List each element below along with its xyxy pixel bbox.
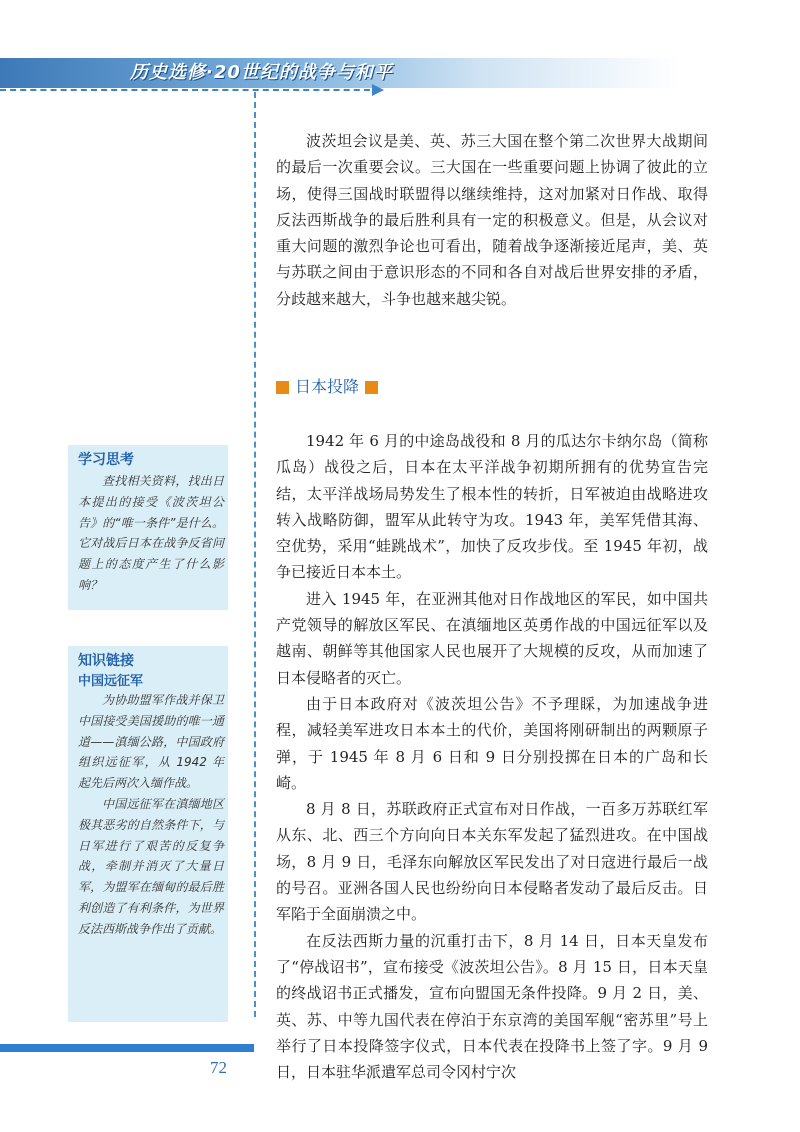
sidebar-paragraph: 查找相关资料，找出日本提出的接受《波茨坦公告》的“唯一条件”是什么。它对战后日本在战争反省问题上的态度产生了什么影响？ bbox=[78, 474, 224, 592]
intro-text bbox=[276, 128, 708, 312]
column-divider bbox=[254, 92, 256, 1017]
paragraph: 8 月 8 日，苏联政府正式宣布对日作战，一百多万苏联红军从东、北、西三个方向向日本关东军发起了猛烈进攻。在中国战场，8 月 9 日，毛泽东向解放区军民发出了对日寇进行最后一战的号召。亚洲各国人民也纷纷向日本侵略者发动了最后反击。日军陷于全面崩溃之中。 bbox=[276, 800, 708, 924]
footer-bar bbox=[0, 1044, 254, 1052]
paragraph: 波茨坦会议是美、英、苏三大国在整个第二次世界大战期间的最后一次重要会议。三大国在一些重要问题上协调了彼此的立场，使得三国战时联盟得以继续维持，这对加紧对日作战、取得反法西斯战争的最后胜利具有一定的积极意义。但是，从会议对重大问题的激烈争论也可看出，随着战争逐渐接近尾声，美、英与苏联之间由于意识形态的不同和各自对战后世界安排的矛盾，分歧越来越大，斗争也越来越尖锐。 bbox=[276, 132, 708, 308]
knowledge-link-title: 知识链接 bbox=[78, 653, 134, 669]
header-divider bbox=[0, 89, 380, 91]
section-heading-text: 日本投降 bbox=[295, 377, 360, 396]
book-title: 历史选修·20世纪的战争与和平 bbox=[130, 62, 393, 83]
arrow-icon bbox=[372, 84, 384, 96]
section-body bbox=[276, 428, 708, 1085]
knowledge-link-box bbox=[68, 646, 228, 1022]
paragraph: 在反法西斯力量的沉重打击下，8 月 14 日，日本天皇发布了“停战诏书”，宣布接受《波茨坦公告》。8 月 15 日，日本天皇的终战诏书正式播发，宣布向盟国无条件投降。9 月 2 日，美、英、苏、中等九国代表在停泊于东京湾的美国军舰“密苏里”号上举行了日本投降签字仪式，日本代表在投降书上签了字。9 月 9 日，日本驻华派遣军总司令冈村宁次 bbox=[276, 931, 708, 1082]
study-think-title: 学习思考 bbox=[78, 452, 134, 468]
knowledge-link-subtitle: 中国远征军 bbox=[78, 674, 144, 689]
sidebar-paragraph: 中国远征军在滇缅地区极其恶劣的自然条件下，与日军进行了艰苦的反复争战，牵制并消灭了大量日军，为盟军在缅甸的最后胜利创造了有利条件，为世界反法西斯战争作出了贡献。 bbox=[78, 796, 224, 936]
paragraph: 由于日本政府对《波茨坦公告》不予理睬，为加速战争进程，减轻美军进攻日本本土的代价，美国将刚研制出的两颗原子弹，于 1945 年 8 月 6 日和 9 日分别投掷在日本的广岛和长崎。 bbox=[276, 694, 708, 792]
sidebar-paragraph: 为协助盟军作战并保卫中国接受美国援助的唯一通道——滇缅公路，中国政府组织远征军，从 1942 年起先后两次入缅作战。 bbox=[78, 693, 224, 791]
square-bullet-icon bbox=[276, 381, 289, 394]
study-think-text bbox=[78, 471, 224, 596]
page-number: 72 bbox=[210, 1058, 227, 1077]
section-heading bbox=[276, 375, 378, 399]
header-band bbox=[0, 58, 800, 88]
paragraph: 进入 1945 年，在亚洲其他对日作战地区的军民，如中国共产党领导的解放区军民、在滇缅地区英勇作战的中国远征军以及越南、朝鲜等其他国家人民也展开了大规模的反攻，从而加速了日本侵略者的灭亡。 bbox=[276, 589, 708, 687]
paragraph: 1942 年 6 月的中途岛战役和 8 月的瓜达尔卡纳尔岛（简称瓜岛）战役之后，日本在太平洋战争初期所拥有的优势宣告完结，太平洋战场局势发生了根本性的转折，日军被迫由战略进攻转入战略防御，盟军从此转守为攻。1943 年，美军凭借其海、空优势，采用“蛙跳战术”，加快了反攻步伐。至 1945 年初，战争已接近日本本土。 bbox=[276, 432, 708, 582]
knowledge-link-text bbox=[78, 690, 224, 940]
study-think-box bbox=[68, 445, 228, 610]
square-bullet-icon bbox=[365, 381, 378, 394]
